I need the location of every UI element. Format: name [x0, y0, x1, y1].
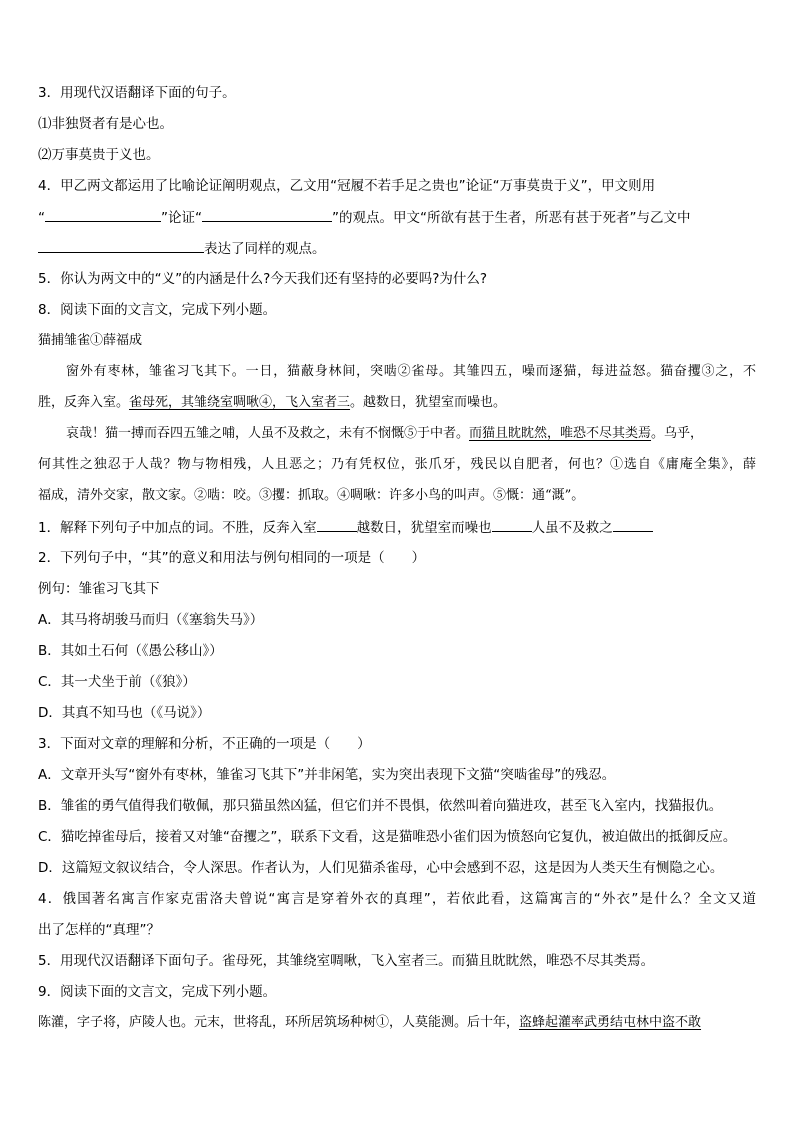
s8-q1-part-2: 越数日，犹望室而噪也: [356, 520, 492, 536]
q4-line-1: 4．甲乙两文都运用了比喻论证阐明观点，乙文用“冠履不若手足之贵也”论证“万事莫贵于义”，甲文则用: [38, 178, 656, 194]
s8-para-1-pre: 胜，反奔入室。: [38, 395, 130, 410]
answer-blank-1[interactable]: [45, 207, 161, 222]
s9-passage-underlined: 盗蜂起灌率武勇结屯林中盗不敢: [519, 1015, 702, 1030]
s8-q5: 5．用现代汉语翻译下面句子。雀母死，其雏绕室啁啾，飞入室者三。而猫且眈眈然，唯恐不尽其类焉。: [38, 953, 655, 969]
q3-sentence-2: ⑵万事莫贵于义也。: [38, 147, 160, 163]
s8-q2-option-b: B．其如土石何（《愚公移山》）: [38, 643, 223, 659]
s8-notes: 福成，清外交家，散文家。②啮：咬。③攫：抓取。④啁啾：许多小鸟的叫声。⑤慨：通“溉”。: [38, 488, 585, 503]
q4-line-2: [38, 207, 756, 228]
s8-para-2-line-2: 何其性之独忍于人哉？物与物相残，人且恶之；乃有凭权位，张爪牙，残民以自肥者，何也？①选自《庸庵全集》，薛: [38, 457, 756, 472]
s8-q1-part-3: 人虽不及救之: [531, 520, 613, 536]
q3-title: 3．用现代汉语翻译下面的句子。: [38, 85, 236, 101]
answer-blank-4[interactable]: [317, 517, 357, 532]
q4-quote-open: “: [38, 210, 45, 226]
s8-para-2-pre: 哀哉！猫一搏而吞四五雏之哺，人虽不及救之，未有不悯慨⑤于中者。: [66, 426, 470, 441]
s8-q3: 3．下面对文章的理解和分析，不正确的一项是（ ）: [38, 736, 371, 752]
s9-intro: 9．阅读下面的文言文，完成下列小题。: [38, 984, 277, 1000]
s8-para-1-line-2: [38, 393, 756, 413]
s8-para-2-underlined: 而猫且眈眈然，唯恐不尽其类焉: [469, 426, 652, 441]
s9-passage-line-1: [38, 1013, 756, 1033]
q4-quote-end: ”的观点。甲文“所欲有甚于生者，所恶有甚于死者”与乙文中: [332, 210, 691, 226]
q4-quote-mid: ”论证“: [161, 210, 202, 226]
s8-q2-option-a: A．其马将胡骏马而归（《塞翁失马》）: [38, 612, 264, 628]
q3-sentence-1: ⑴非独贤者有是心也。: [38, 116, 173, 132]
s8-q3-option-a: A．文章开头写“窗外有枣林，雏雀习飞其下”并非闲笔，实为突出表现下文猫“突啮雀母”的残忍。: [38, 767, 616, 783]
s8-q1: [38, 517, 756, 538]
s9-passage-pre: 陈灌，字子将，庐陵人也。元末，世将乱，环所居筑场种树①，人莫能测。后十年，: [38, 1015, 520, 1030]
q5-question: 5．你认为两文中的“义”的内涵是什么?今天我们还有坚持的必要吗?为什么?: [38, 271, 488, 287]
s8-q2: 2．下列句子中，“其”的意义和用法与例句相同的一项是（ ）: [38, 550, 426, 566]
answer-blank-3[interactable]: [38, 238, 204, 253]
s8-q3-option-b: B．雏雀的勇气值得我们敬佩，那只猫虽然凶猛，但它们并不畏惧，依然叫着向猫进攻，甚至飞入室内，找猫报仇。: [38, 798, 723, 814]
s8-q2-option-c: C．其一犬坐于前（《狼》）: [38, 674, 196, 690]
s8-q1-part-1: 1．解释下列句子中加点的词。不胜，反奔入室: [38, 520, 317, 536]
s8-para-2-post: 。乌乎，: [651, 426, 704, 441]
s8-para-1-post: 。越数日，犹望室而噪也。: [350, 395, 507, 410]
s8-q3-option-d: D．这篇短文叙议结合，令人深思。作者认为，人们见猫杀雀母，心中会感到不忍，这是因为人类天生有恻隐之心。: [38, 860, 724, 876]
s8-passage-title: 猫捕雏雀①薛福成: [38, 333, 143, 348]
s8-para-1-line-1: 窗外有枣林，雏雀习飞其下。一日，猫蔽身林间，突啮②雀母。其雏四五，噪而逐猫，每进益怒。猫奋攫③之，不: [66, 364, 756, 379]
s8-q2-example: 例句：雏雀习飞其下: [38, 581, 160, 597]
q4-line-3: [38, 238, 756, 259]
s8-q4-line-1: 4．俄国著名寓言作家克雷洛夫曾说“寓言是穿着外衣的真理”，若依此看，这篇寓言的“外衣”是什么？全文又道: [38, 891, 756, 907]
s8-para-1-underlined: 雀母死，其雏绕室啁啾④，飞入室者三: [129, 395, 351, 410]
answer-blank-6[interactable]: [613, 517, 653, 532]
s8-para-2-line-1: [66, 424, 756, 444]
s8-q4-line-2: 出了怎样的“真理”？: [38, 922, 160, 938]
answer-blank-5[interactable]: [492, 517, 532, 532]
q4-line-3-text: 表达了同样的观点。: [204, 241, 326, 257]
s8-q3-option-c: C．猫吃掉雀母后，接着又对雏“奋攫之”，联系下文看，这是猫唯恐小雀们因为愤怒向它复仇，被迫做出的抵御反应。: [38, 829, 737, 845]
s8-intro: 8．阅读下面的文言文，完成下列小题。: [38, 302, 277, 318]
answer-blank-2[interactable]: [202, 207, 332, 222]
s8-q2-option-d: D．其真不知马也（《马说》）: [38, 705, 211, 721]
